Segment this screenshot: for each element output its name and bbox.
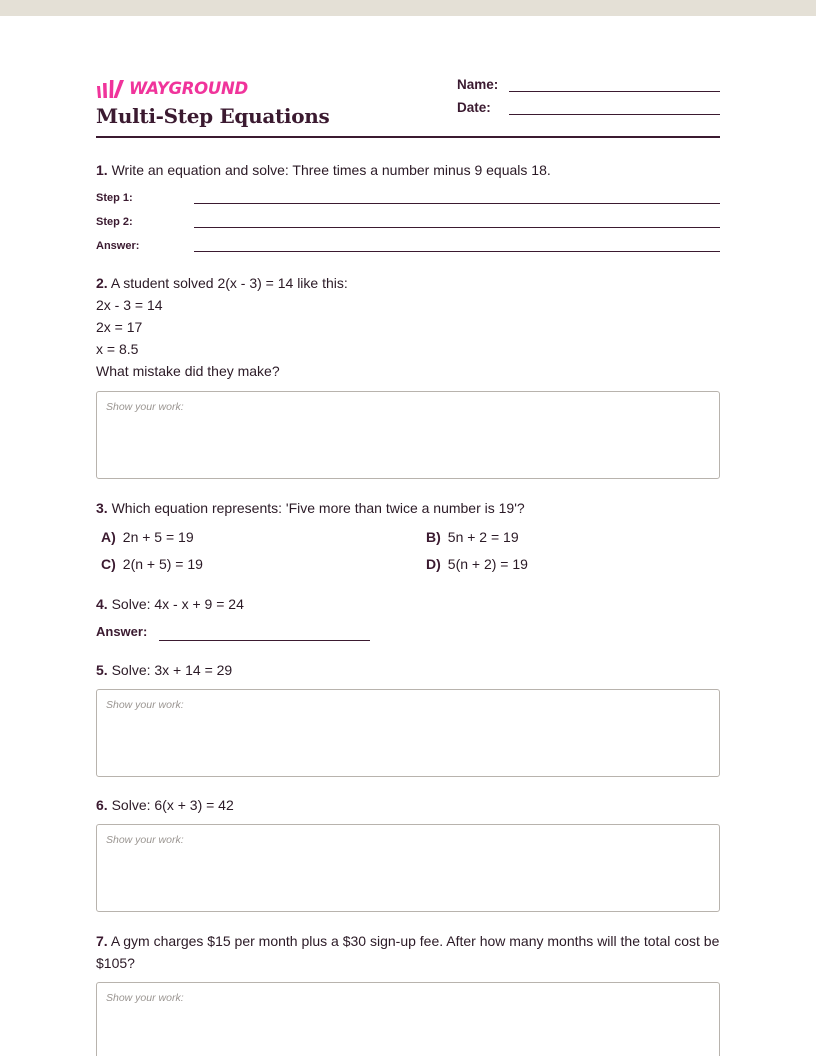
wayground-logo-icon [96, 80, 124, 98]
work-box[interactable] [96, 824, 720, 912]
work-box-placeholder: Show your work: [106, 401, 184, 413]
question-prompt: Solve: 6(x + 3) = 42 [111, 797, 234, 813]
name-label: Name: [457, 77, 499, 92]
option-text: 2(n + 5) = 19 [122, 556, 203, 572]
question-6 [96, 794, 720, 816]
worksheet-page [96, 16, 720, 1004]
date-label: Date: [457, 100, 491, 115]
question-7-text [96, 930, 720, 974]
step-1-line[interactable] [194, 203, 720, 204]
step-2-label: Step 2: [96, 216, 133, 228]
answer-line[interactable] [159, 627, 370, 641]
question-followup: What mistake did they make? [96, 363, 280, 379]
question-prompt: Solve: 4x - x + 9 = 24 [111, 596, 244, 612]
logo-text: WAYGROUND [129, 79, 248, 98]
option-text: 5(n + 2) = 19 [447, 556, 528, 572]
work-box[interactable] [96, 391, 720, 479]
logo [96, 79, 248, 98]
answer-row[interactable] [96, 236, 720, 260]
solution-line: 2x - 3 = 14 [96, 297, 163, 313]
date-field[interactable] [457, 100, 720, 115]
question-number: 7. [96, 933, 108, 949]
work-box-placeholder: Show your work: [106, 992, 184, 1004]
work-box-placeholder: Show your work: [106, 699, 184, 711]
option-b[interactable] [426, 529, 519, 545]
option-letter: B) [426, 529, 441, 545]
option-d[interactable] [426, 556, 528, 572]
option-text: 5n + 2 = 19 [447, 529, 519, 545]
question-1-text [96, 159, 720, 181]
option-a[interactable] [101, 529, 194, 545]
step-1-label: Step 1: [96, 192, 133, 204]
question-number: 6. [96, 797, 108, 813]
question-1 [96, 159, 720, 181]
question-prompt: Which equation represents: 'Five more than twice a number is 19'? [111, 500, 525, 516]
work-box[interactable] [96, 689, 720, 777]
question-5 [96, 659, 720, 681]
answer-label: Answer: [96, 240, 140, 252]
worksheet-header [96, 16, 720, 138]
question-5-text [96, 659, 720, 681]
name-field[interactable] [457, 77, 720, 92]
option-letter: A) [101, 529, 116, 545]
solution-line: x = 8.5 [96, 341, 139, 357]
option-text: 2n + 5 = 19 [122, 529, 194, 545]
step-2-row[interactable] [96, 212, 720, 236]
question-2-text [96, 272, 720, 294]
question-number: 2. [96, 275, 108, 291]
question-prompt: Write an equation and solve: Three times a number minus 9 equals 18. [111, 162, 551, 178]
top-bar [0, 0, 816, 16]
question-number: 3. [96, 500, 108, 516]
solution-line: 2x = 17 [96, 319, 143, 335]
option-letter: D) [426, 556, 441, 572]
work-box-placeholder: Show your work: [106, 834, 184, 846]
question-6-text [96, 794, 720, 816]
question-prompt: A gym charges $15 per month plus a $30 sign-up fee. After how many months will the total cost be $105? [96, 933, 720, 971]
step-2-line[interactable] [194, 227, 720, 228]
option-c[interactable] [101, 556, 203, 572]
question-7 [96, 930, 720, 974]
question-4-text [96, 593, 720, 615]
name-line[interactable] [509, 78, 720, 92]
work-box[interactable] [96, 982, 720, 1056]
question-prompt: A student solved 2(x - 3) = 14 like this: [110, 275, 348, 291]
question-4 [96, 593, 720, 615]
question-number: 1. [96, 162, 108, 178]
question-3 [96, 497, 720, 519]
step-1-row[interactable] [96, 188, 720, 212]
question-3-text [96, 497, 720, 519]
worksheet-title: Multi-Step Equations [96, 104, 330, 128]
option-letter: C) [101, 556, 116, 572]
date-line[interactable] [509, 101, 720, 115]
answer-line[interactable] [194, 251, 720, 252]
question-number: 5. [96, 662, 108, 678]
question-number: 4. [96, 596, 108, 612]
question-prompt: Solve: 3x + 14 = 29 [111, 662, 233, 678]
answer-label: Answer: [96, 624, 148, 639]
question-2 [96, 272, 720, 382]
